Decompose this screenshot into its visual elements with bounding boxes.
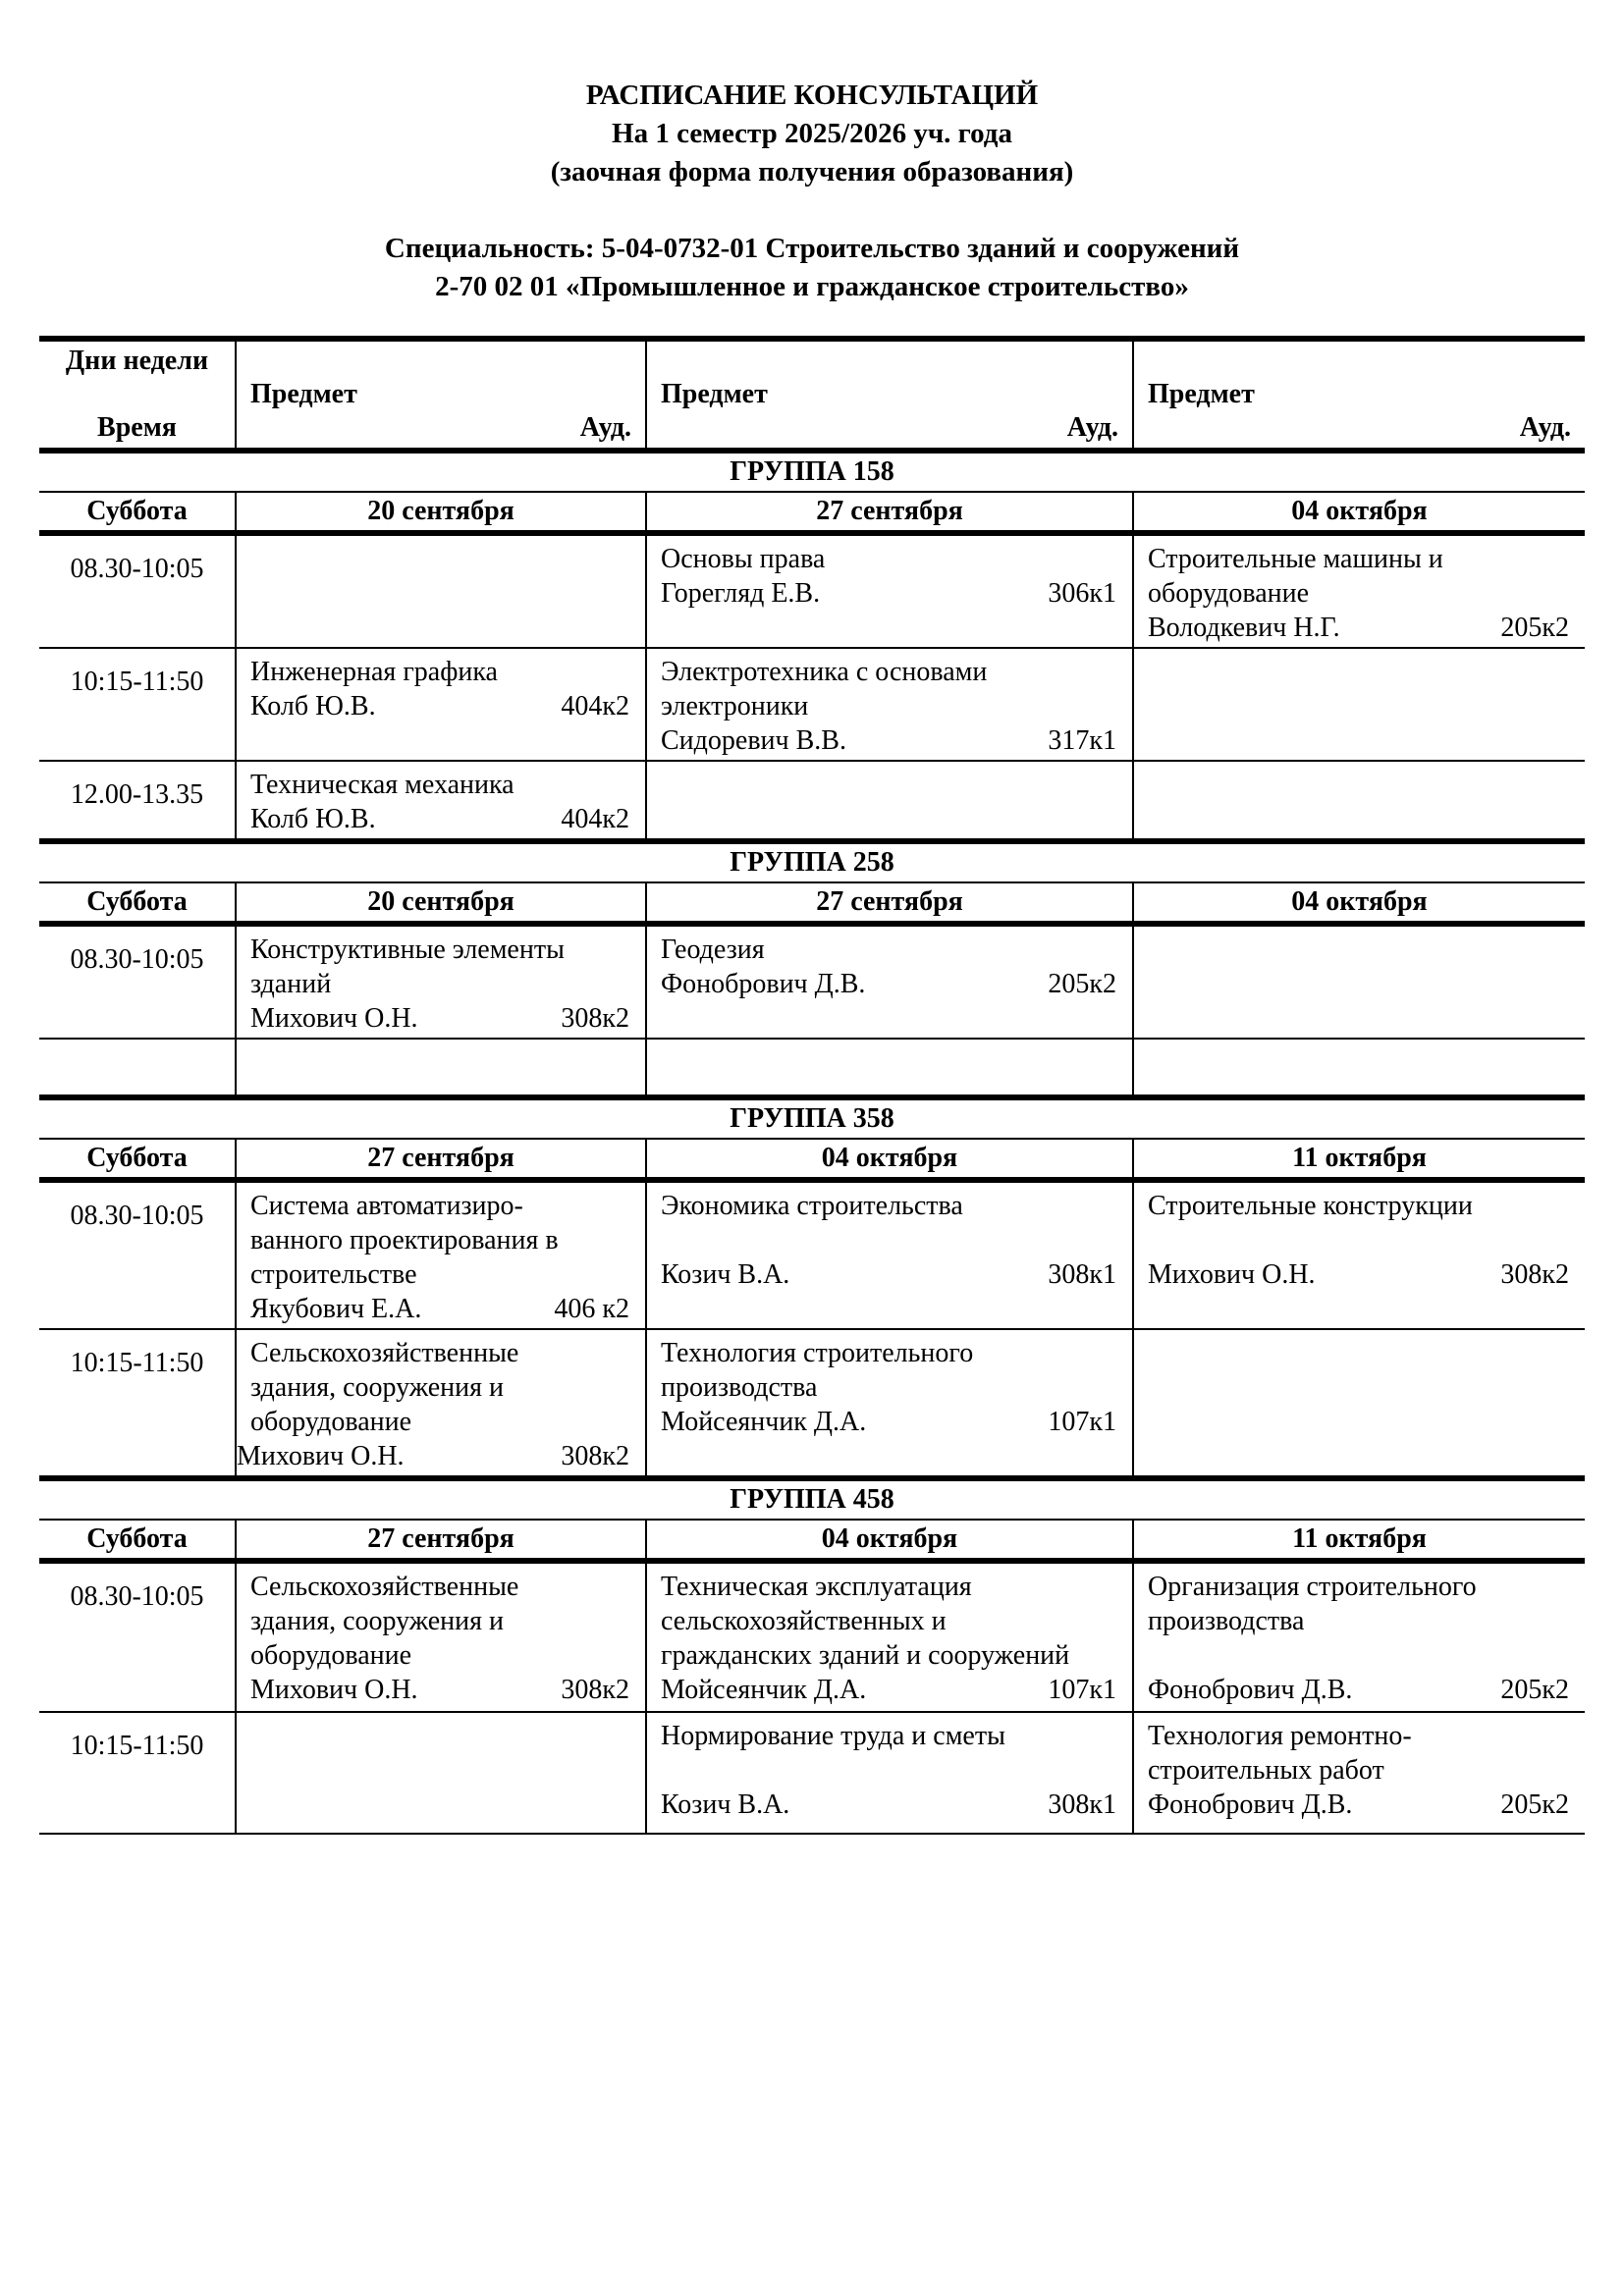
date-label: 04 октября	[821, 1523, 958, 1554]
teacher-name: Фонобрович Д.В.	[1148, 1675, 1353, 1705]
teacher-name: Фонобрович Д.В.	[1148, 1789, 1353, 1820]
weekday-label: Суббота	[86, 1143, 188, 1173]
subject-name: Техническая механика	[250, 770, 514, 800]
teacher-name: Михович О.Н.	[237, 1441, 405, 1471]
teacher-line	[661, 1788, 1116, 1822]
date-label: 20 сентября	[367, 496, 514, 526]
subject-name: Нормирование труда и сметы	[661, 1721, 1005, 1751]
subject-name: оборудование	[1148, 578, 1310, 609]
group-title-row	[39, 1478, 1585, 1520]
teacher-line	[237, 1439, 629, 1473]
teacher-line	[661, 1257, 1116, 1292]
room-header: Ауд.	[1066, 412, 1118, 443]
subject-name: Инженерная графика	[250, 657, 498, 687]
room-number: 205к2	[1500, 1789, 1569, 1820]
room-number: 308к1	[1048, 1259, 1116, 1290]
time-slot-label: 08.30-10:05	[70, 1581, 204, 1612]
lesson-cell	[646, 1039, 1133, 1097]
dates-row	[39, 492, 1585, 533]
room-number: 308к2	[561, 1675, 629, 1705]
subject-name: Электротехника с основами	[661, 657, 988, 687]
lesson-cell	[646, 1180, 1133, 1329]
teacher-line	[250, 689, 629, 723]
dates-row	[39, 1520, 1585, 1561]
teacher-line	[661, 1405, 1116, 1439]
teacher-line	[250, 802, 629, 836]
teacher-name: Володкевич Н.Г.	[1148, 613, 1340, 643]
date-label: 27 сентября	[816, 886, 963, 917]
time-slot-label: 10:15-11:50	[70, 1731, 204, 1761]
subject-name: оборудование	[250, 1640, 412, 1671]
dates-row	[39, 1139, 1585, 1180]
teacher-line	[661, 1673, 1116, 1707]
subject-name: Система автоматизиро-	[250, 1191, 523, 1221]
dates-row	[39, 882, 1585, 924]
teacher-line	[250, 1001, 629, 1036]
subject-name: Техническая эксплуатация	[661, 1572, 972, 1602]
lesson-cell	[1133, 924, 1585, 1039]
subject-header: Предмет	[661, 379, 768, 409]
teacher-name: Горегляд Е.В.	[661, 578, 821, 609]
subject-name: Организация строительного	[1148, 1572, 1477, 1602]
semester-line: На 1 семестр 2025/2026 уч. года	[612, 118, 1012, 149]
teacher-name: Михович О.Н.	[250, 1675, 418, 1705]
lesson-cell	[1133, 1712, 1585, 1834]
teacher-name: Мойсеянчик Д.А.	[661, 1407, 867, 1437]
teacher-line	[250, 1292, 629, 1326]
subject-name: строительных работ	[1148, 1755, 1384, 1786]
room-number: 107к1	[1048, 1407, 1116, 1437]
time-slot-row	[39, 648, 1585, 761]
lesson-cell	[236, 533, 646, 648]
room-number: 308к2	[1500, 1259, 1569, 1290]
time-slot-row	[39, 1561, 1585, 1712]
lesson-cell	[646, 648, 1133, 761]
lesson-cell	[646, 1712, 1133, 1834]
time-slot-label: 08.30-10:05	[70, 554, 204, 584]
subject-name: оборудование	[250, 1407, 412, 1437]
group-title-row	[39, 1097, 1585, 1139]
date-label: 04 октября	[821, 1143, 958, 1173]
subject-name: здания, сооружения и	[250, 1372, 505, 1403]
date-label: 27 сентября	[367, 1143, 514, 1173]
lesson-cell	[646, 533, 1133, 648]
room-number: 205к2	[1500, 1675, 1569, 1705]
room-number: 107к1	[1048, 1675, 1116, 1705]
weekday-label: Суббота	[86, 886, 188, 917]
subject-name: Конструктивные элементы	[250, 934, 565, 965]
room-number: 406 к2	[554, 1294, 629, 1324]
program-line: 2-70 02 01 «Промышленное и гражданское строительство»	[435, 271, 1189, 302]
lesson-cell	[1133, 648, 1585, 761]
document-title: РАСПИСАНИЕ КОНСУЛЬТАЦИЙ	[585, 80, 1039, 111]
room-number: 306к1	[1048, 578, 1116, 609]
subject-name: Строительные конструкции	[1148, 1191, 1473, 1221]
teacher-name: Козич В.А.	[661, 1789, 790, 1820]
subject-name: Геодезия	[661, 934, 765, 965]
table-header-row	[39, 339, 1585, 451]
subject-name: строительстве	[250, 1259, 417, 1290]
time-slot-row	[39, 533, 1585, 648]
lesson-cell	[236, 1039, 646, 1097]
lesson-cell	[236, 648, 646, 761]
room-number: 308к2	[561, 1003, 629, 1034]
time-slot-label: 12.00-13.35	[70, 779, 204, 810]
room-header: Ауд.	[1519, 412, 1571, 443]
subject-name: Строительные машины и	[1148, 544, 1443, 574]
subject-name: зданий	[250, 969, 332, 999]
teacher-name: Михович О.Н.	[250, 1003, 418, 1034]
time-slot-label: 10:15-11:50	[70, 667, 204, 697]
room-number: 205к2	[1500, 613, 1569, 643]
time-slot-label: 08.30-10:05	[70, 1201, 204, 1231]
teacher-line	[1148, 1788, 1569, 1822]
teacher-line	[1148, 611, 1569, 645]
lesson-cell	[236, 1712, 646, 1834]
lesson-cell	[646, 924, 1133, 1039]
group-title: ГРУППА 458	[730, 1484, 894, 1515]
weekday-label: Суббота	[86, 1523, 188, 1554]
subject-name: Основы права	[661, 544, 826, 574]
teacher-name: Сидоревич В.В.	[661, 725, 846, 756]
lesson-cell	[1133, 1180, 1585, 1329]
date-label: 27 сентября	[816, 496, 963, 526]
room-number: 308к1	[1048, 1789, 1116, 1820]
teacher-line	[250, 1673, 629, 1707]
subject-name: ванного проектирования в	[250, 1225, 559, 1255]
subject-name: электроники	[661, 691, 809, 721]
teacher-name: Мойсеянчик Д.А.	[661, 1675, 867, 1705]
date-label: 20 сентября	[367, 886, 514, 917]
lesson-cell	[646, 761, 1133, 841]
group-title: ГРУППА 158	[730, 456, 894, 487]
group-title: ГРУППА 358	[730, 1103, 894, 1134]
lesson-cell	[646, 1561, 1133, 1712]
time-slot-row	[39, 1039, 1585, 1097]
lesson-cell	[1133, 761, 1585, 841]
room-number: 308к2	[561, 1441, 629, 1471]
date-label: 11 октября	[1292, 1143, 1427, 1173]
date-label: 27 сентября	[367, 1523, 514, 1554]
subject-name: Сельскохозяйственные	[250, 1338, 519, 1368]
date-label: 11 октября	[1292, 1523, 1427, 1554]
time-slot-row	[39, 1329, 1585, 1478]
teacher-line	[661, 576, 1116, 611]
lesson-cell	[1133, 1329, 1585, 1478]
teacher-name: Якубович Е.А.	[250, 1294, 422, 1324]
lesson-cell	[236, 1329, 646, 1478]
lesson-cell	[1133, 1039, 1585, 1097]
schedule-table	[39, 336, 1585, 1835]
teacher-name: Фонобрович Д.В.	[661, 969, 866, 999]
subject-name: производства	[1148, 1606, 1305, 1636]
room-number: 404к2	[561, 691, 629, 721]
teacher-name: Колб Ю.В.	[250, 691, 376, 721]
subject-name: Сельскохозяйственные	[250, 1572, 519, 1602]
lesson-cell	[1133, 533, 1585, 648]
subject-name: Экономика строительства	[661, 1191, 963, 1221]
group-title-row	[39, 841, 1585, 882]
time-slot-row	[39, 1712, 1585, 1834]
room-header: Ауд.	[579, 412, 631, 443]
date-label: 04 октября	[1291, 886, 1428, 917]
teacher-line	[661, 723, 1116, 758]
subject-name: здания, сооружения и	[250, 1606, 505, 1636]
study-form-line: (заочная форма получения образования)	[550, 156, 1074, 187]
lesson-cell	[1133, 1561, 1585, 1712]
date-label: 04 октября	[1291, 496, 1428, 526]
group-title-row	[39, 451, 1585, 492]
time-slot-row	[39, 761, 1585, 841]
teacher-name: Колб Ю.В.	[250, 804, 376, 834]
subject-name: Технология строительного	[661, 1338, 974, 1368]
specialty-line: Специальность: 5-04-0732-01 Строительство зданий и сооружений	[384, 233, 1240, 264]
time-slot-row	[39, 924, 1585, 1039]
days-header: Дни недели	[65, 346, 209, 376]
lesson-cell	[236, 1180, 646, 1329]
weekday-label: Суббота	[86, 496, 188, 526]
lesson-cell	[646, 1329, 1133, 1478]
teacher-line	[1148, 1673, 1569, 1707]
subject-header: Предмет	[250, 379, 357, 409]
room-number: 317к1	[1048, 725, 1116, 756]
time-slot-label: 08.30-10:05	[70, 944, 204, 975]
teacher-name: Михович О.Н.	[1148, 1259, 1316, 1290]
subject-name: гражданских зданий и сооружений	[661, 1640, 1070, 1671]
teacher-line	[661, 967, 1116, 1001]
time-slot-label: 10:15-11:50	[70, 1348, 204, 1378]
subject-name: Технология ремонтно-	[1148, 1721, 1412, 1751]
lesson-cell	[236, 1561, 646, 1712]
teacher-name: Козич В.А.	[661, 1259, 790, 1290]
lesson-cell	[236, 761, 646, 841]
group-title: ГРУППА 258	[730, 847, 894, 878]
lesson-cell	[236, 924, 646, 1039]
room-number: 205к2	[1048, 969, 1116, 999]
subject-name: производства	[661, 1372, 818, 1403]
time-slot-row	[39, 1180, 1585, 1329]
document-header	[0, 77, 1624, 306]
teacher-line	[1148, 1257, 1569, 1292]
room-number: 404к2	[561, 804, 629, 834]
subject-name: сельскохозяйственных и	[661, 1606, 947, 1636]
time-header: Время	[97, 412, 177, 443]
subject-header: Предмет	[1148, 379, 1255, 409]
